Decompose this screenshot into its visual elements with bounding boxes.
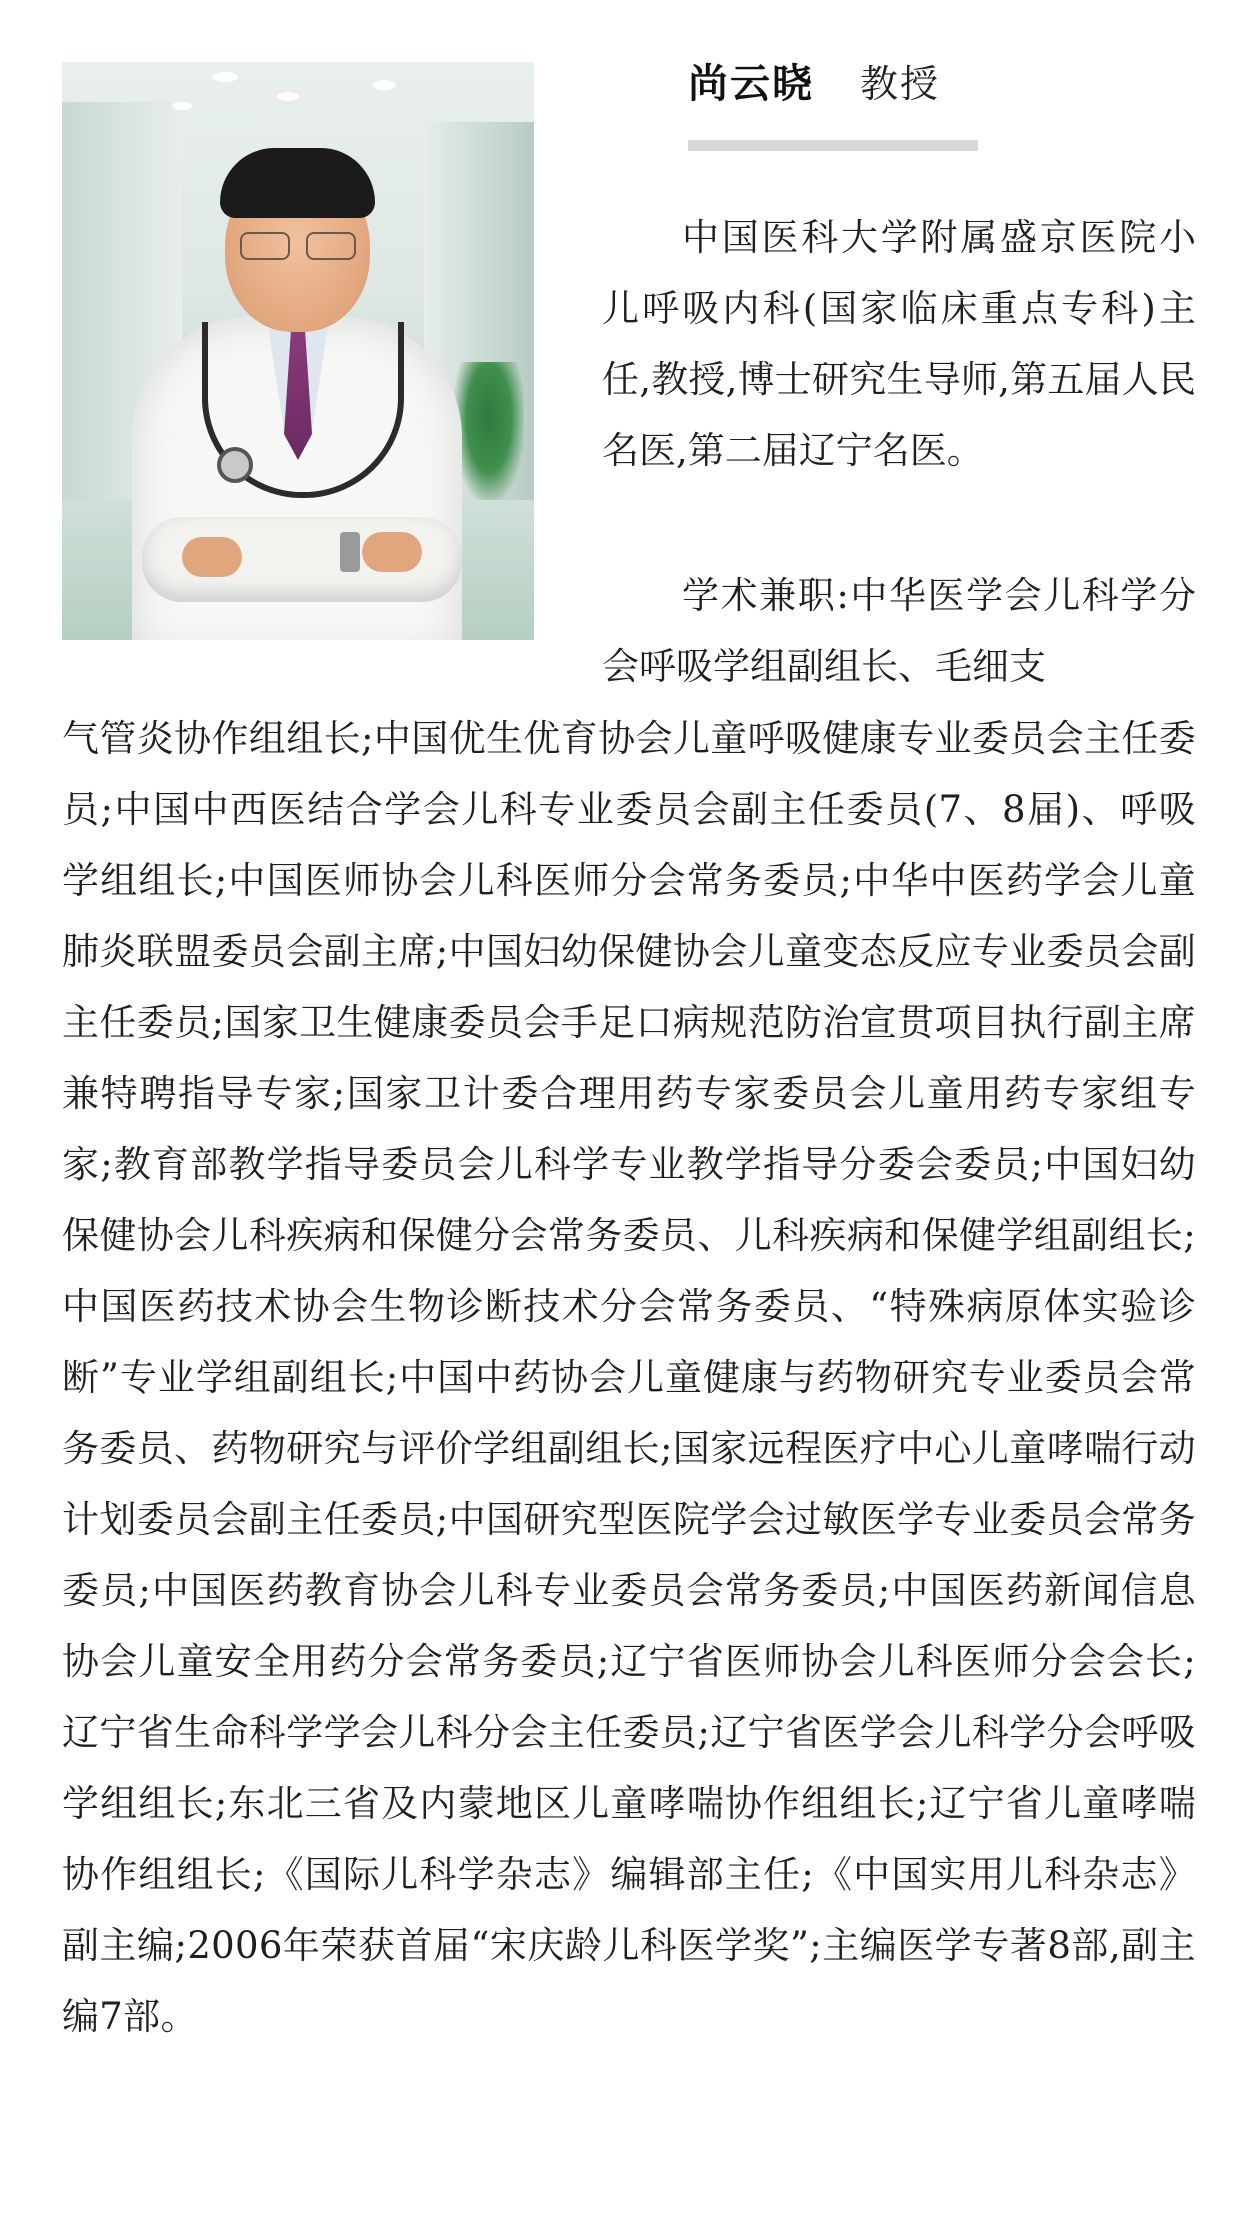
photo-ceiling-light <box>172 102 192 110</box>
photo-plant <box>454 362 524 502</box>
heading-underline <box>688 140 978 151</box>
photo-hand <box>182 537 242 577</box>
profile-heading <box>688 56 940 112</box>
profile-intro-paragraph: 中国医科大学附属盛京医院小儿呼吸内科(国家临床重点专科)主任,教授,博士研究生导师,第五届人民名医,第二届辽宁名医。 <box>602 216 1196 472</box>
photo-wristwatch <box>340 532 360 572</box>
photo-ceiling-light <box>372 80 396 90</box>
photo-hand <box>362 532 422 572</box>
profile-title: 教授 <box>860 62 941 106</box>
profile-name: 尚云晓 <box>688 60 814 107</box>
photo-stethoscope-chestpiece <box>217 447 253 483</box>
photo-ceiling-light <box>212 72 238 82</box>
academic-positions-body: 气管炎协作组组长;中国优生优育协会儿童呼吸健康专业委员会主任委员;中国中西医结合学会儿科专业委员会副主任委员(7、8届)、呼吸学组组长;中国医师协会儿科医师分会常务委员;中华中医药学会儿童肺炎联盟委员会副主席;中国妇幼保健协会儿童变态反应专业委员会副主任委员;国家卫生健康委员会手足口病规范防治宣贯项目执行副主席兼特聘指导专家;国家卫计委合理用药专家委员会儿童用药专家组专家;教育部教学指导委员会儿科学专业教学指导分委会委员;中国妇幼保健协会儿科疾病和保健分会常务委员、儿科疾病和保健学组副组长;中国医药技术协会生物诊断技术分会常务委员、“特殊病原体实验诊断”专业学组副组长;中国中药协会儿童健康与药物研究专业委员会常务委员、药物研究与评价学组副组长;国家远程医疗中心儿童哮喘行动计划委员会副主任委员;中国研究型医院学会过敏医学专业委员会常务委员;中国医药教育协会儿科专业委员会常务委员;中国医药新闻信息协会儿童安全用药分会常务委员;辽宁省医师协会儿科医师分会会长;辽宁省生命科学学会儿科分会主任委员;辽宁省医学会儿科学分会呼吸学组组长;东北三省及内蒙地区儿童哮喘协作组组长;辽宁省儿童哮喘协作组组长;《国际儿科学杂志》编辑部主任;《中国实用儿科杂志》副主编;2006年荣获首届“宋庆龄儿科医学奖”;主编医学专著8部,副主编7部。 <box>62 717 1196 2038</box>
photo-hair <box>220 148 375 218</box>
photo-glasses <box>240 232 356 258</box>
doctor-portrait-photo <box>62 62 534 640</box>
photo-ceiling-light <box>277 92 299 101</box>
academic-positions-lead: 学术兼职:中华医学会儿科学分会呼吸学组副组长、毛细支 <box>602 574 1196 688</box>
